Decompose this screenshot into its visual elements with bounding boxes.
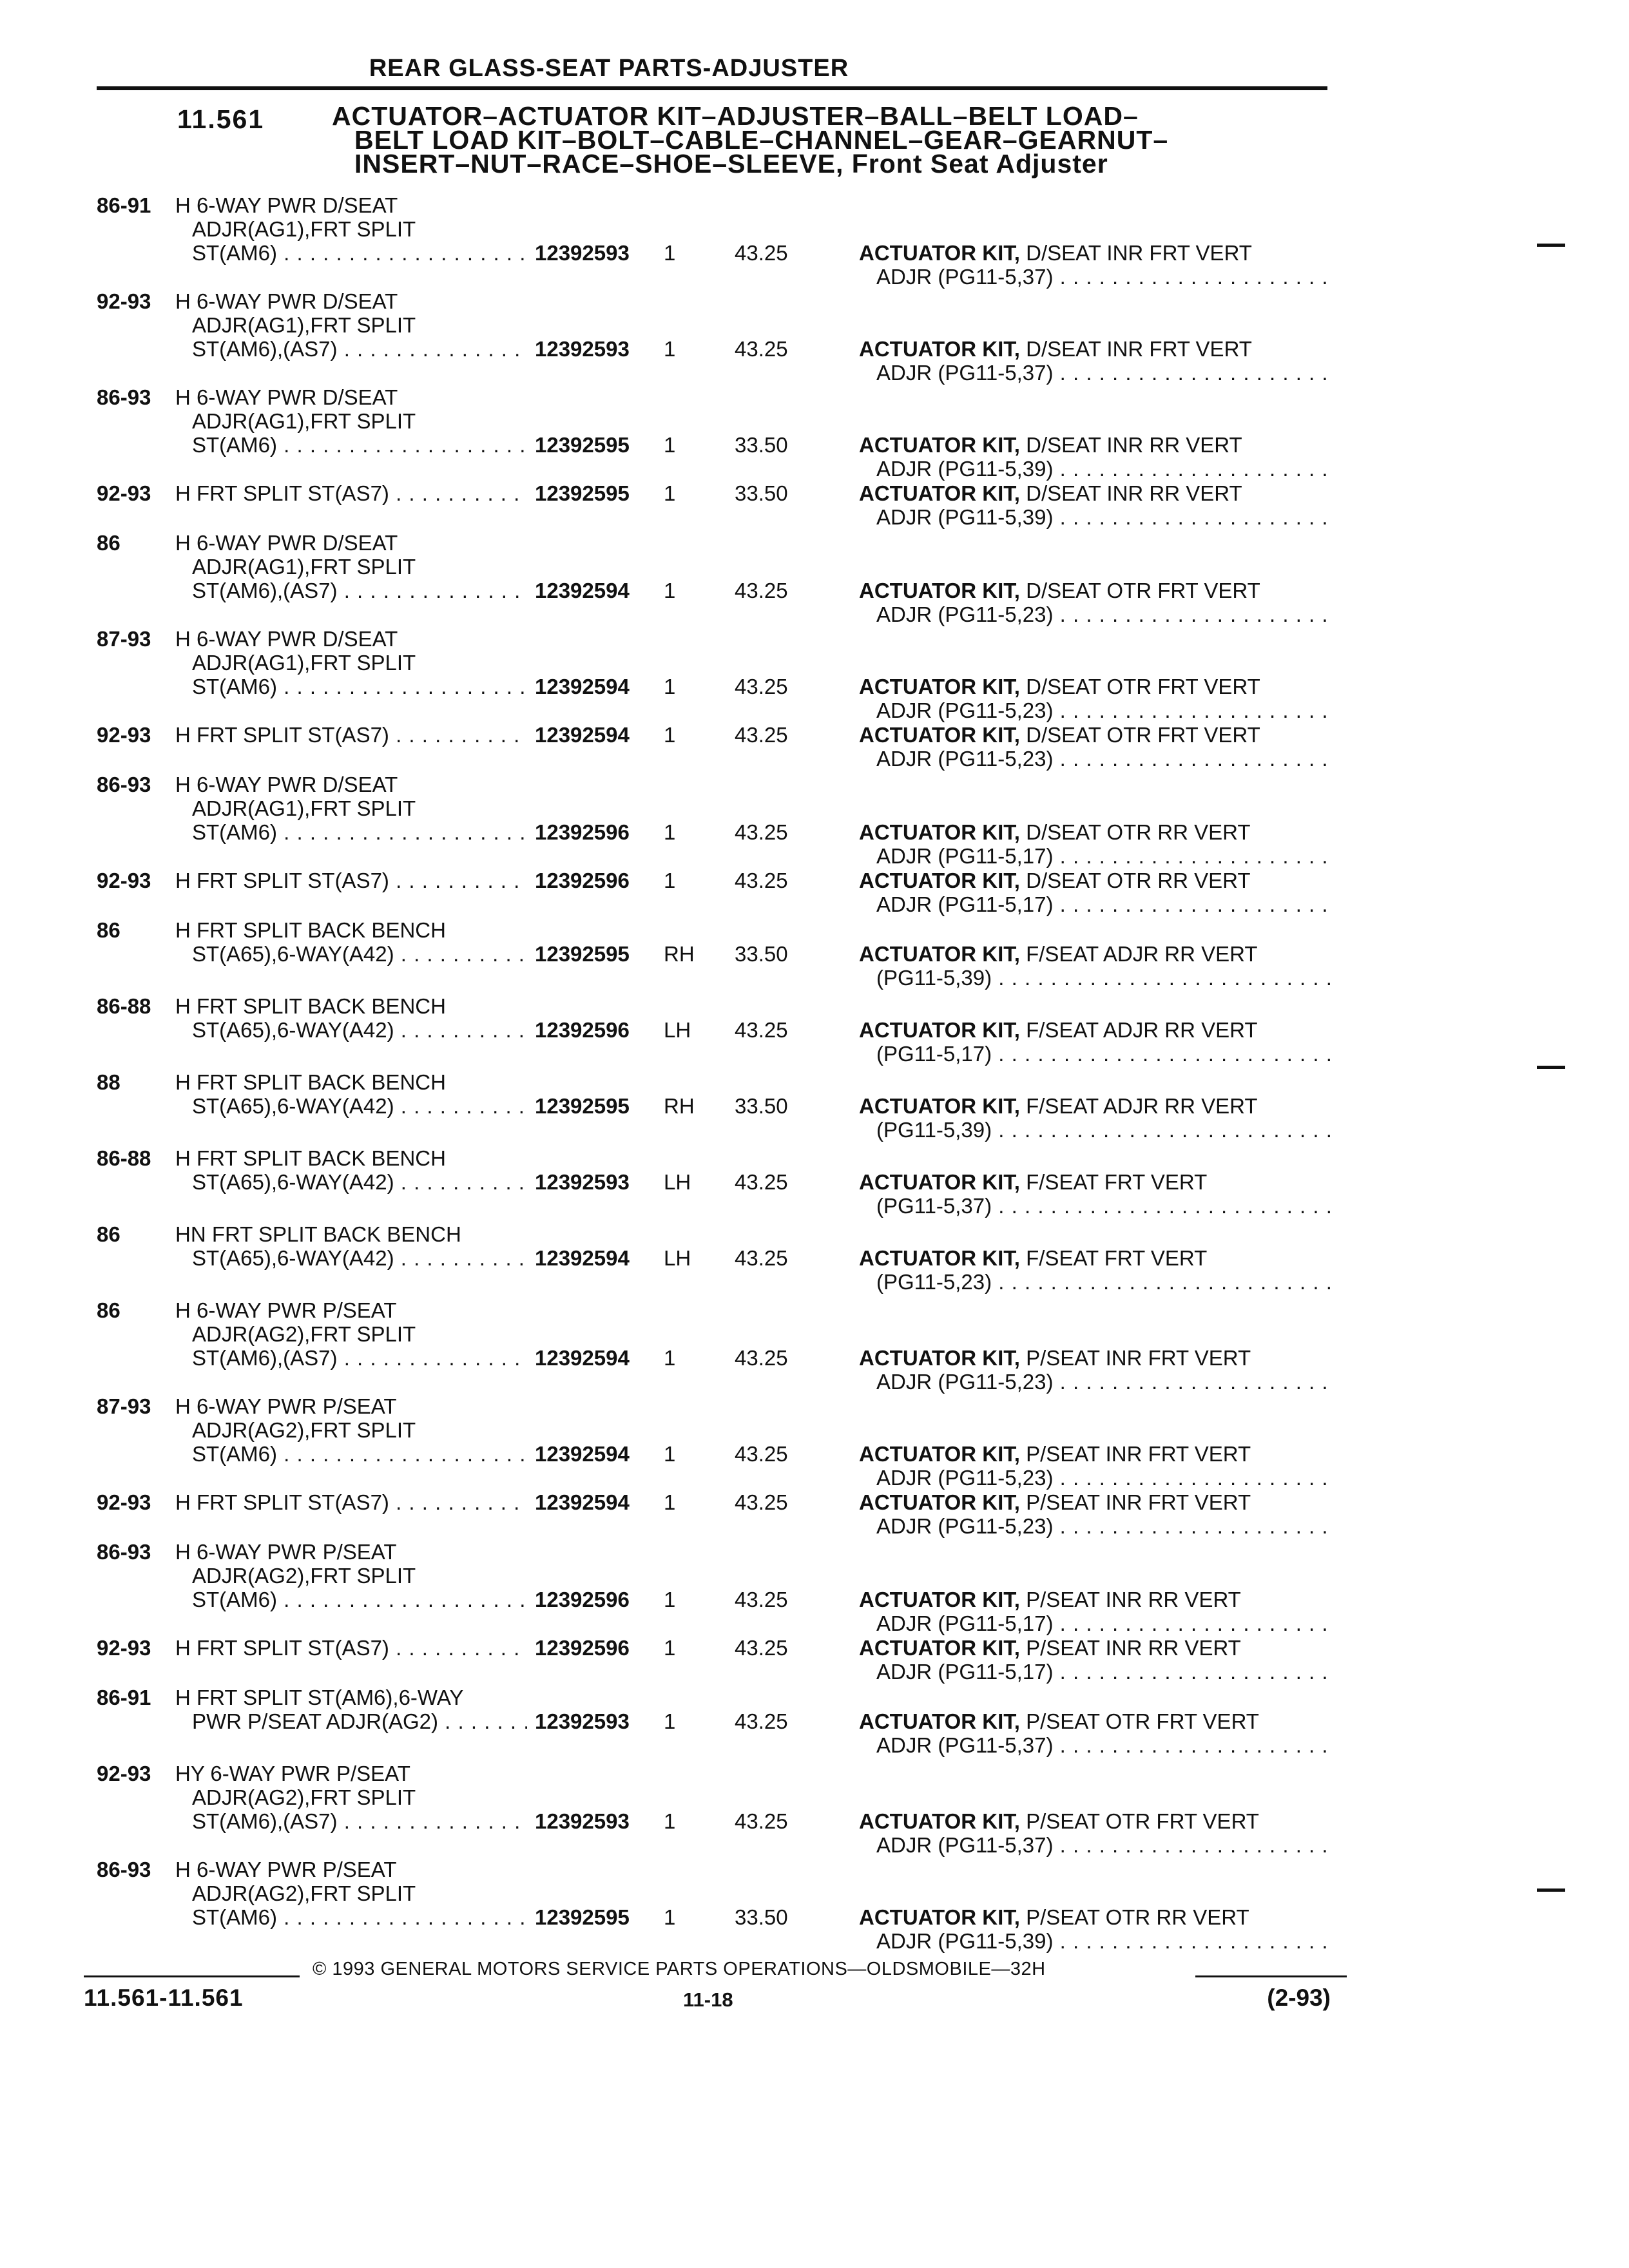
usage-description: ADJR(AG2),FRT SPLIT	[192, 1785, 416, 1809]
quantity: RH	[664, 1094, 695, 1118]
part-name	[859, 1442, 1251, 1466]
model-years: 86	[97, 1298, 120, 1322]
price: 43.25	[735, 1588, 788, 1611]
illustration-reference: (PG11-5,39) . . .	[876, 966, 1334, 990]
quantity: 1	[664, 481, 676, 505]
part-name-bold: ACTUATOR KIT,	[859, 1809, 1020, 1833]
usage-description: ST(AM6) . . .	[192, 241, 527, 265]
part-name	[859, 1905, 1249, 1929]
model-years: 86-93	[97, 1858, 151, 1881]
part-name-bold: ACTUATOR KIT,	[859, 820, 1020, 844]
usage-description: H FRT SPLIT BACK BENCH	[175, 1146, 446, 1170]
part-number: 12392594	[535, 579, 630, 602]
footer-page-number: 11-18	[683, 1988, 733, 2011]
part-name-bold: ACTUATOR KIT,	[859, 942, 1020, 966]
part-number: 12392594	[535, 1490, 630, 1514]
usage-description: ST(AM6),(AS7) . . .	[192, 337, 527, 361]
part-name-detail: D/SEAT OTR FRT VERT	[1019, 723, 1260, 747]
quantity: 1	[664, 675, 676, 698]
usage-description: H FRT SPLIT BACK BENCH	[175, 994, 446, 1018]
part-name-detail: P/SEAT OTR RR VERT	[1019, 1905, 1249, 1929]
quantity: 1	[664, 433, 676, 457]
usage-description: H FRT SPLIT ST(AS7) . . .	[175, 869, 526, 892]
part-name	[859, 1094, 1258, 1118]
usage-description: ADJR(AG1),FRT SPLIT	[192, 651, 416, 675]
part-name-bold: ACTUATOR KIT,	[859, 241, 1020, 265]
quantity: 1	[664, 1905, 676, 1929]
footer-section-range: 11.561-11.561	[84, 1984, 244, 2011]
copyright-notice: © 1993 GENERAL MOTORS SERVICE PARTS OPERATIONS—OLDSMOBILE—32H	[313, 1959, 1046, 1979]
quantity: 1	[664, 337, 676, 361]
price: 43.25	[735, 1636, 788, 1660]
usage-description: ST(A65),6-WAY(A42) . . .	[192, 1246, 527, 1270]
part-name	[859, 481, 1242, 505]
section-description	[332, 101, 1266, 178]
part-number: 12392596	[535, 1636, 630, 1660]
usage-description: H FRT SPLIT ST(AM6),6-WAY	[175, 1686, 464, 1709]
model-years: 92-93	[97, 1636, 151, 1660]
price: 43.25	[735, 1809, 788, 1833]
model-years: 92-93	[97, 1490, 151, 1514]
illustration-reference: ADJR (PG11-5,39) . . .	[876, 457, 1334, 481]
price: 43.25	[735, 241, 788, 265]
part-number: 12392593	[535, 241, 630, 265]
usage-description: H 6-WAY PWR P/SEAT	[175, 1394, 397, 1418]
model-years: 86	[97, 918, 120, 942]
price: 43.25	[735, 579, 788, 602]
part-name-detail: F/SEAT FRT VERT	[1019, 1246, 1208, 1270]
illustration-reference: ADJR (PG11-5,23) . . .	[876, 747, 1334, 771]
illustration-reference: ADJR (PG11-5,17) . . .	[876, 1611, 1334, 1635]
usage-description: H FRT SPLIT BACK BENCH	[175, 1070, 446, 1094]
part-name-detail: D/SEAT OTR FRT VERT	[1019, 579, 1260, 602]
illustration-reference: (PG11-5,37) . . .	[876, 1194, 1334, 1218]
model-years: 86	[97, 1222, 120, 1246]
illustration-reference: (PG11-5,39) . . .	[876, 1118, 1334, 1142]
usage-description: ST(AM6),(AS7) . . .	[192, 1809, 527, 1833]
part-name	[859, 1809, 1259, 1833]
part-number: 12392595	[535, 433, 630, 457]
part-name	[859, 1018, 1258, 1042]
part-name-detail: F/SEAT ADJR RR VERT	[1019, 1018, 1258, 1042]
quantity: 1	[664, 1490, 676, 1514]
part-name-detail: D/SEAT INR FRT VERT	[1019, 241, 1252, 265]
part-name-bold: ACTUATOR KIT,	[859, 1709, 1020, 1733]
part-name-detail: D/SEAT INR FRT VERT	[1019, 337, 1252, 361]
quantity: 1	[664, 579, 676, 602]
part-name-detail: P/SEAT INR FRT VERT	[1019, 1442, 1251, 1466]
usage-description: H 6-WAY PWR P/SEAT	[175, 1298, 397, 1322]
part-name	[859, 433, 1242, 457]
price: 33.50	[735, 433, 788, 457]
model-years: 88	[97, 1070, 120, 1094]
part-number: 12392594	[535, 675, 630, 698]
model-years: 92-93	[97, 289, 151, 313]
part-number: 12392595	[535, 1905, 630, 1929]
part-number: 12392594	[535, 1346, 630, 1370]
footer-rule	[1195, 1975, 1347, 1977]
part-name-detail: F/SEAT FRT VERT	[1019, 1170, 1208, 1194]
model-years: 92-93	[97, 723, 151, 747]
price: 33.50	[735, 1094, 788, 1118]
part-name-bold: ACTUATOR KIT,	[859, 723, 1020, 747]
quantity: LH	[664, 1170, 691, 1194]
part-name-bold: ACTUATOR KIT,	[859, 1636, 1020, 1660]
margin-mark	[1537, 244, 1565, 247]
usage-description: ST(AM6),(AS7) . . .	[192, 1346, 527, 1370]
usage-description: H 6-WAY PWR P/SEAT	[175, 1858, 397, 1881]
part-name-detail: D/SEAT OTR FRT VERT	[1019, 675, 1260, 698]
usage-description: ST(A65),6-WAY(A42) . . .	[192, 1018, 527, 1042]
price: 43.25	[735, 820, 788, 844]
part-name	[859, 337, 1252, 361]
price: 33.50	[735, 1905, 788, 1929]
illustration-reference: ADJR (PG11-5,17) . . .	[876, 844, 1334, 868]
illustration-reference: ADJR (PG11-5,37) . . .	[876, 361, 1334, 385]
model-years: 92-93	[97, 1762, 151, 1785]
model-years: 86-88	[97, 994, 151, 1018]
part-number: 12392594	[535, 1442, 630, 1466]
illustration-reference: ADJR (PG11-5,17) . . .	[876, 892, 1334, 916]
part-name-detail: D/SEAT OTR RR VERT	[1019, 869, 1251, 892]
margin-mark	[1537, 1066, 1565, 1069]
usage-description: ST(AM6) . . .	[192, 1905, 527, 1929]
part-name	[859, 1346, 1251, 1370]
price: 33.50	[735, 481, 788, 505]
illustration-reference: ADJR (PG11-5,37) . . .	[876, 1733, 1334, 1757]
price: 43.25	[735, 337, 788, 361]
price: 43.25	[735, 723, 788, 747]
usage-description: H 6-WAY PWR P/SEAT	[175, 1540, 397, 1564]
usage-description: H 6-WAY PWR D/SEAT	[175, 531, 398, 555]
model-years: 87-93	[97, 1394, 151, 1418]
section-desc-line-2: BELT LOAD KIT–BOLT–CABLE–CHANNEL–GEAR–GEARNUT–	[354, 125, 1169, 155]
usage-description: HY 6-WAY PWR P/SEAT	[175, 1762, 410, 1785]
part-number: 12392596	[535, 1018, 630, 1042]
part-name-bold: ACTUATOR KIT,	[859, 1346, 1020, 1370]
part-number: 12392593	[535, 1809, 630, 1833]
model-years: 86	[97, 531, 120, 555]
part-name-detail: D/SEAT INR RR VERT	[1019, 481, 1242, 505]
part-name-detail: P/SEAT INR RR VERT	[1019, 1588, 1241, 1611]
model-years: 86-93	[97, 1540, 151, 1564]
part-name-bold: ACTUATOR KIT,	[859, 1588, 1020, 1611]
price: 43.25	[735, 1490, 788, 1514]
part-name-bold: ACTUATOR KIT,	[859, 1246, 1020, 1270]
quantity: 1	[664, 869, 676, 892]
part-name	[859, 869, 1251, 892]
usage-description: ADJR(AG2),FRT SPLIT	[192, 1881, 416, 1905]
usage-description: HN FRT SPLIT BACK BENCH	[175, 1222, 461, 1246]
part-name-bold: ACTUATOR KIT,	[859, 1094, 1020, 1118]
part-name	[859, 579, 1260, 602]
part-name	[859, 1170, 1207, 1194]
part-name	[859, 1588, 1241, 1611]
part-name	[859, 241, 1252, 265]
illustration-reference: ADJR (PG11-5,37) . . .	[876, 265, 1334, 289]
section-number: 11.561	[177, 104, 265, 134]
part-number: 12392595	[535, 481, 630, 505]
usage-description: H FRT SPLIT ST(AS7) . . .	[175, 481, 526, 505]
usage-description: ST(A65),6-WAY(A42) . . .	[192, 1170, 527, 1194]
part-number: 12392594	[535, 723, 630, 747]
usage-description: ST(AM6) . . .	[192, 820, 527, 844]
price: 43.25	[735, 1170, 788, 1194]
model-years: 92-93	[97, 869, 151, 892]
price: 43.25	[735, 1346, 788, 1370]
part-name-bold: ACTUATOR KIT,	[859, 869, 1020, 892]
quantity: 1	[664, 241, 676, 265]
price: 43.25	[735, 1246, 788, 1270]
usage-description: ST(AM6) . . .	[192, 433, 527, 457]
price: 43.25	[735, 1709, 788, 1733]
quantity: 1	[664, 1709, 676, 1733]
illustration-reference: ADJR (PG11-5,23) . . .	[876, 1466, 1334, 1490]
part-name	[859, 723, 1260, 747]
part-name-bold: ACTUATOR KIT,	[859, 1905, 1020, 1929]
footer-date: (2-93)	[1267, 1984, 1331, 2011]
part-name-detail: P/SEAT INR FRT VERT	[1019, 1490, 1251, 1514]
usage-description: H 6-WAY PWR D/SEAT	[175, 289, 398, 313]
part-number: 12392593	[535, 1709, 630, 1733]
model-years: 86-93	[97, 773, 151, 796]
illustration-reference: ADJR (PG11-5,37) . . .	[876, 1833, 1334, 1857]
usage-description: H FRT SPLIT ST(AS7) . . .	[175, 723, 526, 747]
page-footer	[84, 1959, 1347, 2017]
part-name-bold: ACTUATOR KIT,	[859, 433, 1020, 457]
section-desc-line-1: ACTUATOR–ACTUATOR KIT–ADJUSTER–BALL–BELT LOAD–	[332, 101, 1139, 131]
illustration-reference: ADJR (PG11-5,23) . . .	[876, 1514, 1334, 1538]
part-number: 12392595	[535, 1094, 630, 1118]
quantity: 1	[664, 1442, 676, 1466]
quantity: 1	[664, 1809, 676, 1833]
illustration-reference: (PG11-5,23) . . .	[876, 1270, 1334, 1294]
part-name-detail: P/SEAT INR RR VERT	[1019, 1636, 1241, 1660]
price: 43.25	[735, 1018, 788, 1042]
part-number: 12392594	[535, 1246, 630, 1270]
price: 33.50	[735, 942, 788, 966]
footer-rule	[84, 1975, 300, 1977]
usage-description: H 6-WAY PWR D/SEAT	[175, 385, 398, 409]
price: 43.25	[735, 869, 788, 892]
part-name-bold: ACTUATOR KIT,	[859, 1442, 1020, 1466]
model-years: 86-91	[97, 1686, 151, 1709]
part-name	[859, 1246, 1207, 1270]
margin-mark	[1537, 1888, 1565, 1892]
part-name-bold: ACTUATOR KIT,	[859, 579, 1020, 602]
quantity: 1	[664, 723, 676, 747]
part-number: 12392596	[535, 1588, 630, 1611]
usage-description: H FRT SPLIT ST(AS7) . . .	[175, 1636, 526, 1660]
page-title: REAR GLASS-SEAT PARTS-ADJUSTER	[369, 55, 849, 82]
part-name-detail: F/SEAT ADJR RR VERT	[1019, 942, 1258, 966]
part-number: 12392595	[535, 942, 630, 966]
part-name-detail: P/SEAT INR FRT VERT	[1019, 1346, 1251, 1370]
usage-description: H FRT SPLIT BACK BENCH	[175, 918, 446, 942]
quantity: 1	[664, 820, 676, 844]
section-desc-line-3: INSERT–NUT–RACE–SHOE–SLEEVE, Front Seat Adjuster	[354, 149, 1108, 178]
part-name-detail: D/SEAT OTR RR VERT	[1019, 820, 1251, 844]
quantity: 1	[664, 1346, 676, 1370]
part-number: 12392593	[535, 337, 630, 361]
illustration-reference: (PG11-5,17) . . .	[876, 1042, 1334, 1066]
usage-description: ST(A65),6-WAY(A42) . . .	[192, 942, 527, 966]
usage-description: ADJR(AG1),FRT SPLIT	[192, 409, 416, 433]
usage-description: ADJR(AG2),FRT SPLIT	[192, 1418, 416, 1442]
usage-description: H 6-WAY PWR D/SEAT	[175, 773, 398, 796]
usage-description: H FRT SPLIT ST(AS7) . . .	[175, 1490, 526, 1514]
part-name	[859, 1709, 1259, 1733]
usage-description: ADJR(AG2),FRT SPLIT	[192, 1322, 416, 1346]
part-name	[859, 1636, 1241, 1660]
part-name-bold: ACTUATOR KIT,	[859, 1490, 1020, 1514]
usage-description: PWR P/SEAT ADJR(AG2) . . .	[192, 1709, 527, 1733]
usage-description: ADJR(AG1),FRT SPLIT	[192, 555, 416, 579]
part-name	[859, 820, 1251, 844]
illustration-reference: ADJR (PG11-5,17) . . .	[876, 1660, 1334, 1684]
model-years: 86-91	[97, 193, 151, 217]
usage-description: H 6-WAY PWR D/SEAT	[175, 193, 398, 217]
illustration-reference: ADJR (PG11-5,39) . . .	[876, 1929, 1334, 1953]
usage-description: ADJR(AG1),FRT SPLIT	[192, 796, 416, 820]
part-number: 12392593	[535, 1170, 630, 1194]
usage-description: H 6-WAY PWR D/SEAT	[175, 627, 398, 651]
page-header	[97, 54, 1327, 90]
part-name	[859, 942, 1258, 966]
part-name	[859, 675, 1260, 698]
usage-description: ST(A65),6-WAY(A42) . . .	[192, 1094, 527, 1118]
quantity: RH	[664, 942, 695, 966]
quantity: LH	[664, 1018, 691, 1042]
part-name-bold: ACTUATOR KIT,	[859, 481, 1020, 505]
part-name	[859, 1490, 1251, 1514]
usage-description: ADJR(AG2),FRT SPLIT	[192, 1564, 416, 1588]
model-years: 86-93	[97, 385, 151, 409]
quantity: LH	[664, 1246, 691, 1270]
usage-description: ST(AM6) . . .	[192, 675, 527, 698]
illustration-reference: ADJR (PG11-5,39) . . .	[876, 505, 1334, 529]
price: 43.25	[735, 1442, 788, 1466]
model-years: 87-93	[97, 627, 151, 651]
illustration-reference: ADJR (PG11-5,23) . . .	[876, 1370, 1334, 1394]
part-name-detail: D/SEAT INR RR VERT	[1019, 433, 1242, 457]
model-years: 86-88	[97, 1146, 151, 1170]
part-number: 12392596	[535, 820, 630, 844]
usage-description: ST(AM6) . . .	[192, 1442, 527, 1466]
illustration-reference: ADJR (PG11-5,23) . . .	[876, 698, 1334, 722]
part-name-bold: ACTUATOR KIT,	[859, 337, 1020, 361]
model-years: 92-93	[97, 481, 151, 505]
quantity: 1	[664, 1588, 676, 1611]
part-name-detail: P/SEAT OTR FRT VERT	[1019, 1709, 1259, 1733]
part-name-detail: F/SEAT ADJR RR VERT	[1019, 1094, 1258, 1118]
price: 43.25	[735, 675, 788, 698]
usage-description: ADJR(AG1),FRT SPLIT	[192, 313, 416, 337]
usage-description: ST(AM6),(AS7) . . .	[192, 579, 527, 602]
part-name-detail: P/SEAT OTR FRT VERT	[1019, 1809, 1259, 1833]
part-name-bold: ACTUATOR KIT,	[859, 1018, 1020, 1042]
part-number: 12392596	[535, 869, 630, 892]
part-name-bold: ACTUATOR KIT,	[859, 675, 1020, 698]
quantity: 1	[664, 1636, 676, 1660]
part-name-bold: ACTUATOR KIT,	[859, 1170, 1020, 1194]
usage-description: ADJR(AG1),FRT SPLIT	[192, 217, 416, 241]
illustration-reference: ADJR (PG11-5,23) . . .	[876, 602, 1334, 626]
usage-description: ST(AM6) . . .	[192, 1588, 527, 1611]
